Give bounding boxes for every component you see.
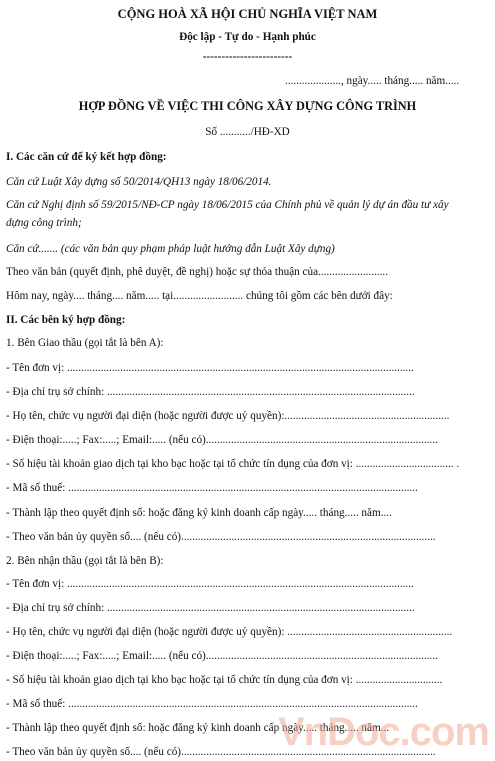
party-b-bank-account: - Số hiệu tài khoản giao dịch tại kho bạc hoặc tại tổ chức tín dụng của đơn vị: ............................... [6,674,443,686]
header-rule: ------------------------ [202,51,293,63]
meeting-line: Hôm nay, ngày.... tháng.... năm..... tại......................... chúng tôi gồm các bên dưới đây: [6,290,393,302]
party-b-contact: - Điện thoại:.....; Fax:.....; Email:..... (nếu có)................................................................................... [6,650,438,662]
party-a-authorization: - Theo văn bản ủy quyền số.... (nếu có)........................................................................................... [6,531,436,543]
contract-title: HỢP ĐỒNG VỀ VIỆC THI CÔNG XÂY DỰNG CÔNG TRÌNH [78,99,417,113]
section1-heading: I. Các căn cứ để ký kết hợp đồng: [6,151,167,163]
party-b-authorization: - Theo văn bản ủy quyền số.... (nếu có)........................................................................................... [6,746,436,758]
party-a-establishment: - Thành lập theo quyết định số: hoặc đăng ký kinh doanh cấp ngày..... tháng..... năm.... [6,507,392,519]
party-a-name: - Tên đơn vị: ............................................................................................................................ [6,362,414,374]
basis-decree-2: dựng công trình; [6,217,82,229]
nation-heading: CỘNG HOÀ XÃ HỘI CHỦ NGHĨA VIỆT NAM [117,7,378,21]
basis-guidance: Căn cứ....... (các văn bản quy phạm pháp luật hướng dẫn Luật Xây dựng) [6,243,335,255]
party-b-title: 2. Bên nhận thầu (gọi tắt là bên B): [6,555,164,567]
section2-heading: II. Các bên ký hợp đồng: [6,314,126,326]
party-a-title: 1. Bên Giao thầu (gọi tắt là bên A): [6,337,164,349]
basis-agreement: Theo văn bản (quyết định, phê duyệt, đề nghị) hoặc sự thỏa thuận của......................... [6,266,388,278]
party-a-contact: - Điện thoại:.....; Fax:.....; Email:..... (nếu có)................................................................................... [6,434,438,446]
party-a-address: - Địa chỉ trụ sở chính: .............................................................................................................. [6,386,415,398]
party-a-representative: - Họ tên, chức vụ người đại diện (hoặc người được uỷ quyền):........................................................... [6,410,450,422]
party-b-address: - Địa chỉ trụ sở chính: .............................................................................................................. [6,602,415,614]
watermark-logo: VnDoc.com [277,710,489,754]
party-b-representative: - Họ tên, chức vụ người đại diện (hoặc người được uỷ quyền): ........................................................... [6,626,453,638]
contract-number: Số .........../HĐ-XD [205,126,290,138]
party-a-tax-code: - Mã số thuế: ............................................................................................................................. [6,482,418,494]
date-line: ...................., ngày..... tháng..... năm..... [285,75,460,87]
basis-decree-1: Căn cứ Nghị định số 59/2015/NĐ-CP ngày 18/06/2015 của Chính phủ về quản lý dự án đầu tư xây [6,199,449,211]
party-b-name: - Tên đơn vị: ............................................................................................................................ [6,578,414,590]
party-a-bank-account: - Số hiệu tài khoản giao dịch tại kho bạc hoặc tại tổ chức tín dụng của đơn vị: ................................... . [6,458,460,470]
motto: Độc lập - Tự do - Hạnh phúc [179,31,316,43]
party-b-establishment: - Thành lập theo quyết định số: hoặc đăng ký kinh doanh cấp ngày..... tháng..... năm... [6,722,390,734]
party-b-tax-code: - Mã số thuế: ............................................................................................................................. [6,698,418,710]
basis-law: Căn cứ Luật Xây dựng số 50/2014/QH13 ngày 18/06/2014. [6,176,272,188]
